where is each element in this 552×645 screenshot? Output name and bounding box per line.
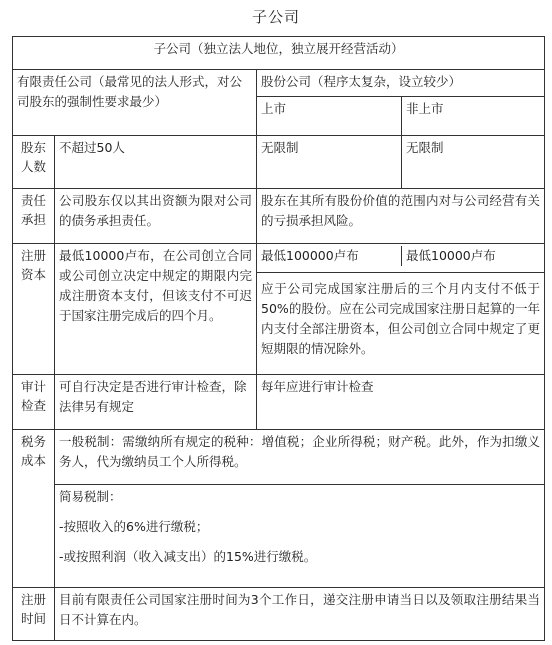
liability-row bbox=[13, 189, 545, 244]
tax-simple-option-1: -按照收入的6%进行缴税； bbox=[59, 519, 209, 534]
tax-simple-option-2: -或按照利润（收入减支出）的15%进行缴税。 bbox=[59, 549, 317, 564]
registration-row bbox=[13, 588, 545, 641]
tax-simple-row bbox=[13, 485, 545, 588]
shareholders-row bbox=[13, 136, 545, 189]
tax-simple-title: 简易税制： bbox=[59, 489, 122, 504]
llc-title: 有限责任公司（最常见的法人形式，对公司股东的强制性要求最少） bbox=[13, 70, 257, 136]
table-header: 子公司（独立法人地位，独立展开经营活动） bbox=[13, 37, 545, 70]
row-label-audit: 审计检查 bbox=[13, 375, 55, 430]
row-label-tax: 税务成本 bbox=[13, 430, 55, 588]
registration-time: 目前有限责任公司国家注册时间为3个工作日，递交注册申请当日以及领取注册结果当日不计算在内。 bbox=[55, 588, 545, 641]
capital-row bbox=[13, 244, 545, 375]
plc-liability: 股东在其所有股份价值的范围内对与公司经营有关的亏损承担风险。 bbox=[257, 189, 545, 244]
unlisted-header: 非上市 bbox=[402, 97, 545, 136]
llc-liability: 公司股东仅以其出资额为限对公司的债务承担责任。 bbox=[55, 189, 257, 244]
plc-capital bbox=[257, 244, 545, 375]
plc-audit: 每年应进行审计检查 bbox=[257, 375, 545, 430]
row-label-capital: 注册资本 bbox=[13, 244, 55, 375]
llc-capital: 最低10000卢布，在公司创立合同或公司创立决定中规定的期限内完成注册资本支付，但该支付不可迟于国家注册完成后的四个月。 bbox=[55, 244, 257, 375]
plc-title: 股份公司（程序太复杂，设立较少） bbox=[257, 70, 545, 97]
page-title: 子公司 bbox=[251, 8, 300, 26]
tax-general-row bbox=[13, 430, 545, 485]
header-row bbox=[13, 37, 545, 70]
listed-capital: 最低100000卢布 bbox=[257, 246, 402, 266]
listed-header: 上市 bbox=[257, 97, 402, 136]
row-label-shareholders: 股东人数 bbox=[13, 136, 55, 189]
plc-capital-minimums bbox=[257, 246, 544, 273]
unlisted-shareholders: 无限制 bbox=[402, 136, 545, 189]
unlisted-capital: 最低10000卢布 bbox=[406, 248, 496, 263]
listed-shareholders: 无限制 bbox=[257, 136, 402, 189]
llc-audit: 可自行决定是否进行审计检查，除法律另有规定 bbox=[55, 375, 257, 430]
row-label-liability: 责任承担 bbox=[13, 189, 55, 244]
type-row bbox=[13, 70, 545, 97]
tax-simple bbox=[55, 485, 545, 588]
llc-shareholders: 不超过50人 bbox=[55, 136, 257, 189]
audit-row bbox=[13, 375, 545, 430]
company-comparison-table bbox=[12, 36, 545, 641]
plc-capital-payment: 应于公司完成国家注册后的三个月内支付不低于50%的股份。应在公司完成国家注册日起算的一年内支付全部注册资本，但公司创立合同中规定了更短期限的情况除外。 bbox=[261, 281, 541, 356]
tax-general: 一般税制：需缴纳所有规定的税种：增值税；企业所得税；财产税。此外，作为扣缴义务人，代为缴纳员工个人所得税。 bbox=[55, 430, 545, 485]
row-label-registration: 注册时间 bbox=[13, 588, 55, 641]
